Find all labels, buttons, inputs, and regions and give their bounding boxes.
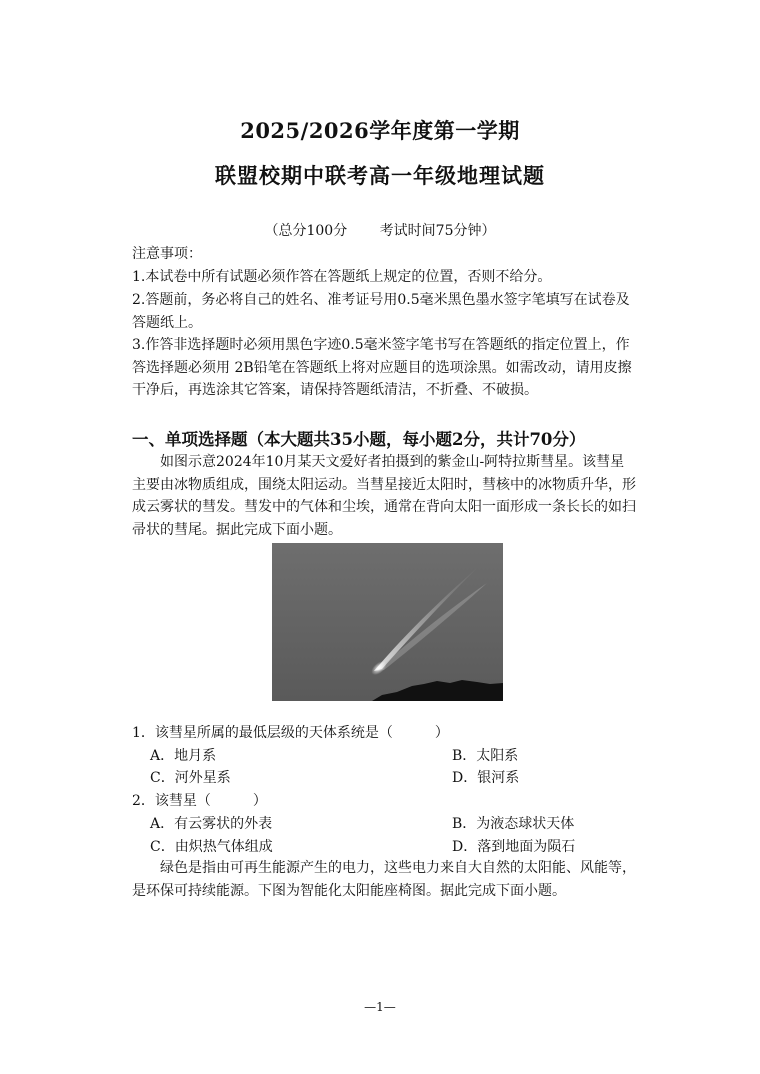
exam-time: 考试时间75分钟） (379, 223, 496, 239)
q1-option-d: D．银河系 (452, 770, 520, 786)
q2-option-d: D．落到地面为陨石 (452, 839, 576, 855)
question-1-stem: 1．该彗星所属的最低层级的天体系统是（ ） (132, 725, 449, 741)
q2-option-c: C．由炽热气体组成 (150, 839, 273, 855)
exam-title-term: 2025/2026学年度第一学期 (240, 118, 520, 143)
comet-photo (272, 543, 503, 701)
notice-item-2: 2.答题前，务必将自己的姓名、准考证号用0.5毫米黑色墨水签字笔填写在试卷及答题纸上。 (132, 292, 630, 331)
notice-item-1: 1.本试卷中所有试题必须作答在答题纸上规定的位置，否则不给分。 (132, 269, 552, 285)
q2-option-b: B．为液态球状天体 (452, 816, 575, 832)
notice-heading: 注意事项： (132, 246, 202, 262)
q1-option-b: B．太阳系 (452, 748, 519, 764)
page-number: —1— (364, 1000, 396, 1014)
question-2-stem: 2．该彗星（ ） (132, 793, 267, 809)
q1-option-a: A．地月系 (150, 748, 217, 764)
exam-meta (0, 220, 760, 240)
exam-title-subject: 联盟校期中联考高一年级地理试题 (215, 163, 545, 188)
passage-solar-chair: 绿色是指由可再生能源产生的电力，这些电力来自大自然的太阳能、风能等，是环保可持续能源。下图为智能化太阳能座椅图。据此完成下面小题。 (132, 860, 636, 899)
passage-comet: 如图示意2024年10月某天文爱好者拍摄到的紫金山-阿特拉斯彗星。该彗星主要由冰物质组成，围绕太阳运动。当彗星接近太阳时，彗核中的冰物质升华，形成云雾状的彗发。彗发中的气体和尘埃，通常在背向太阳一面形成一条长长的如扫帚状的彗尾。据此完成下面小题。 (132, 454, 636, 538)
q2-option-a: A．有云雾状的外表 (150, 816, 273, 832)
section-heading: 一、单项选择题（本大题共35小题，每小题2分，共计70分） (132, 430, 586, 449)
q1-option-c: C．河外星系 (150, 770, 231, 786)
total-score: （总分100分 (264, 223, 348, 239)
notice-item-3: 3.作答非选择题时必须用黑色字迹0.5毫米签字笔书写在答题纸的指定位置上，作答选择题必须用 2B铅笔在答题纸上将对应题目的选项涂黑。如需改动，请用皮擦干净后，再选涂其它答案，请保持答题纸清洁，不折叠、不破损。 (132, 337, 632, 398)
